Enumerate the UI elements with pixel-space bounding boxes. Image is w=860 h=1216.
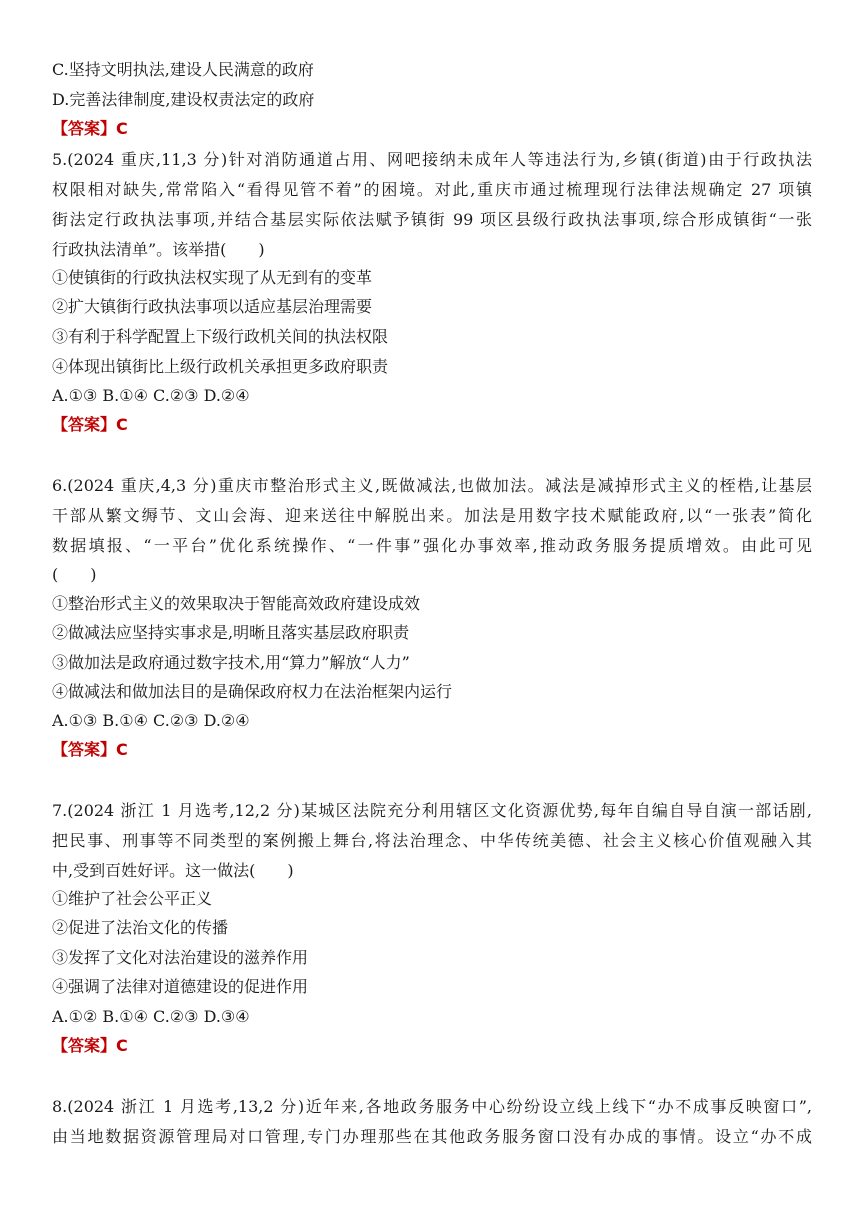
q7-stem-line-2: 把民事、刑事等不同类型的案例搬上舞台,将法治理念、中华传统美德、社会主义核心价值观融入其 xyxy=(52,831,812,850)
q5-stem-line-4: 行政执法清单”。该举措( ) xyxy=(52,240,265,259)
q5-stem-line-1: 5.(2024 重庆,11,3 分)针对消防通道占用、网吧接纳未成年人等违法行为,乡镇(街道)由于行政执法 xyxy=(52,150,812,169)
q6-stem-line-2: 干部从繁文缛节、文山会海、迎来送往中解脱出来。加法是用数字技术赋能政府,以“一张表”简化 xyxy=(52,506,812,525)
q6-item-1: ①整治形式主义的效果取决于智能高效政府建设成效 xyxy=(52,594,421,613)
q4-answer: 【答案】C xyxy=(52,119,128,138)
q5-item-1: ①使镇街的行政执法权实现了从无到有的变革 xyxy=(52,268,373,287)
q4-option-c: C.坚持文明执法,建设人民满意的政府 xyxy=(52,60,314,79)
q7-stem-line-1: 7.(2024 浙江 1 月选考,12,2 分)某城区法院充分利用辖区文化资源优势,每年自编自导自演一部话剧, xyxy=(52,801,812,820)
q6-choices: A.①③ B.①④ C.②③ D.②④ xyxy=(52,711,250,730)
q7-stem-line-3: 中,受到百姓好评。这一做法( ) xyxy=(52,861,294,880)
q5-item-3: ③有利于科学配置上下级行政机关间的执法权限 xyxy=(52,327,389,346)
q5-item-2: ②扩大镇街行政执法事项以适应基层治理需要 xyxy=(52,297,373,316)
q6-item-3: ③做加法是政府通过数字技术,用“算力”解放“人力” xyxy=(52,653,410,672)
q7-answer: 【答案】C xyxy=(52,1036,128,1055)
q7-choices: A.①② B.①④ C.②③ D.③④ xyxy=(52,1007,250,1026)
q6-stem-line-4: ( ) xyxy=(52,565,97,584)
q8-stem-line-2: 由当地数据资源管理局对口管理,专门办理那些在其他政务服务窗口没有办成的事情。设立“办不成 xyxy=(52,1127,812,1146)
q4-option-d: D.完善法律制度,建设权责法定的政府 xyxy=(52,90,315,109)
q5-stem-line-2: 权限相对缺失,常常陷入“看得见管不着”的困境。对此,重庆市通过梳理现行法律法规确定 27 项镇 xyxy=(52,180,812,199)
q6-stem-line-3: 数据填报、“一平台”优化系统操作、“一件事”强化办事效率,推动政务服务提质增效。由此可见 xyxy=(52,536,812,555)
q7-item-1: ①维护了社会公平正义 xyxy=(52,889,213,908)
q8-stem-line-1: 8.(2024 浙江 1 月选考,13,2 分)近年来,各地政务服务中心纷纷设立线上线下“办不成事反映窗口”, xyxy=(52,1097,812,1116)
q6-stem-line-1: 6.(2024 重庆,4,3 分)重庆市整治形式主义,既做减法,也做加法。减法是减掉形式主义的桎梏,让基层 xyxy=(52,476,812,495)
q7-item-4: ④强调了法律对道德建设的促进作用 xyxy=(52,977,309,996)
q5-answer: 【答案】C xyxy=(52,415,128,434)
q6-item-4: ④做减法和做加法目的是确保政府权力在法治框架内运行 xyxy=(52,682,453,701)
q7-item-3: ③发挥了文化对法治建设的滋养作用 xyxy=(52,948,309,967)
q7-item-2: ②促进了法治文化的传播 xyxy=(52,918,229,937)
q5-stem-line-3: 街法定行政执法事项,并结合基层实际依法赋予镇街 99 项区县级行政执法事项,综合形成镇街“一张 xyxy=(52,210,812,229)
q5-choices: A.①③ B.①④ C.②③ D.②④ xyxy=(52,386,250,405)
q6-item-2: ②做减法应坚持实事求是,明晰且落实基层政府职责 xyxy=(52,623,410,642)
q5-item-4: ④体现出镇街比上级行政机关承担更多政府职责 xyxy=(52,357,389,376)
q6-answer: 【答案】C xyxy=(52,740,128,759)
